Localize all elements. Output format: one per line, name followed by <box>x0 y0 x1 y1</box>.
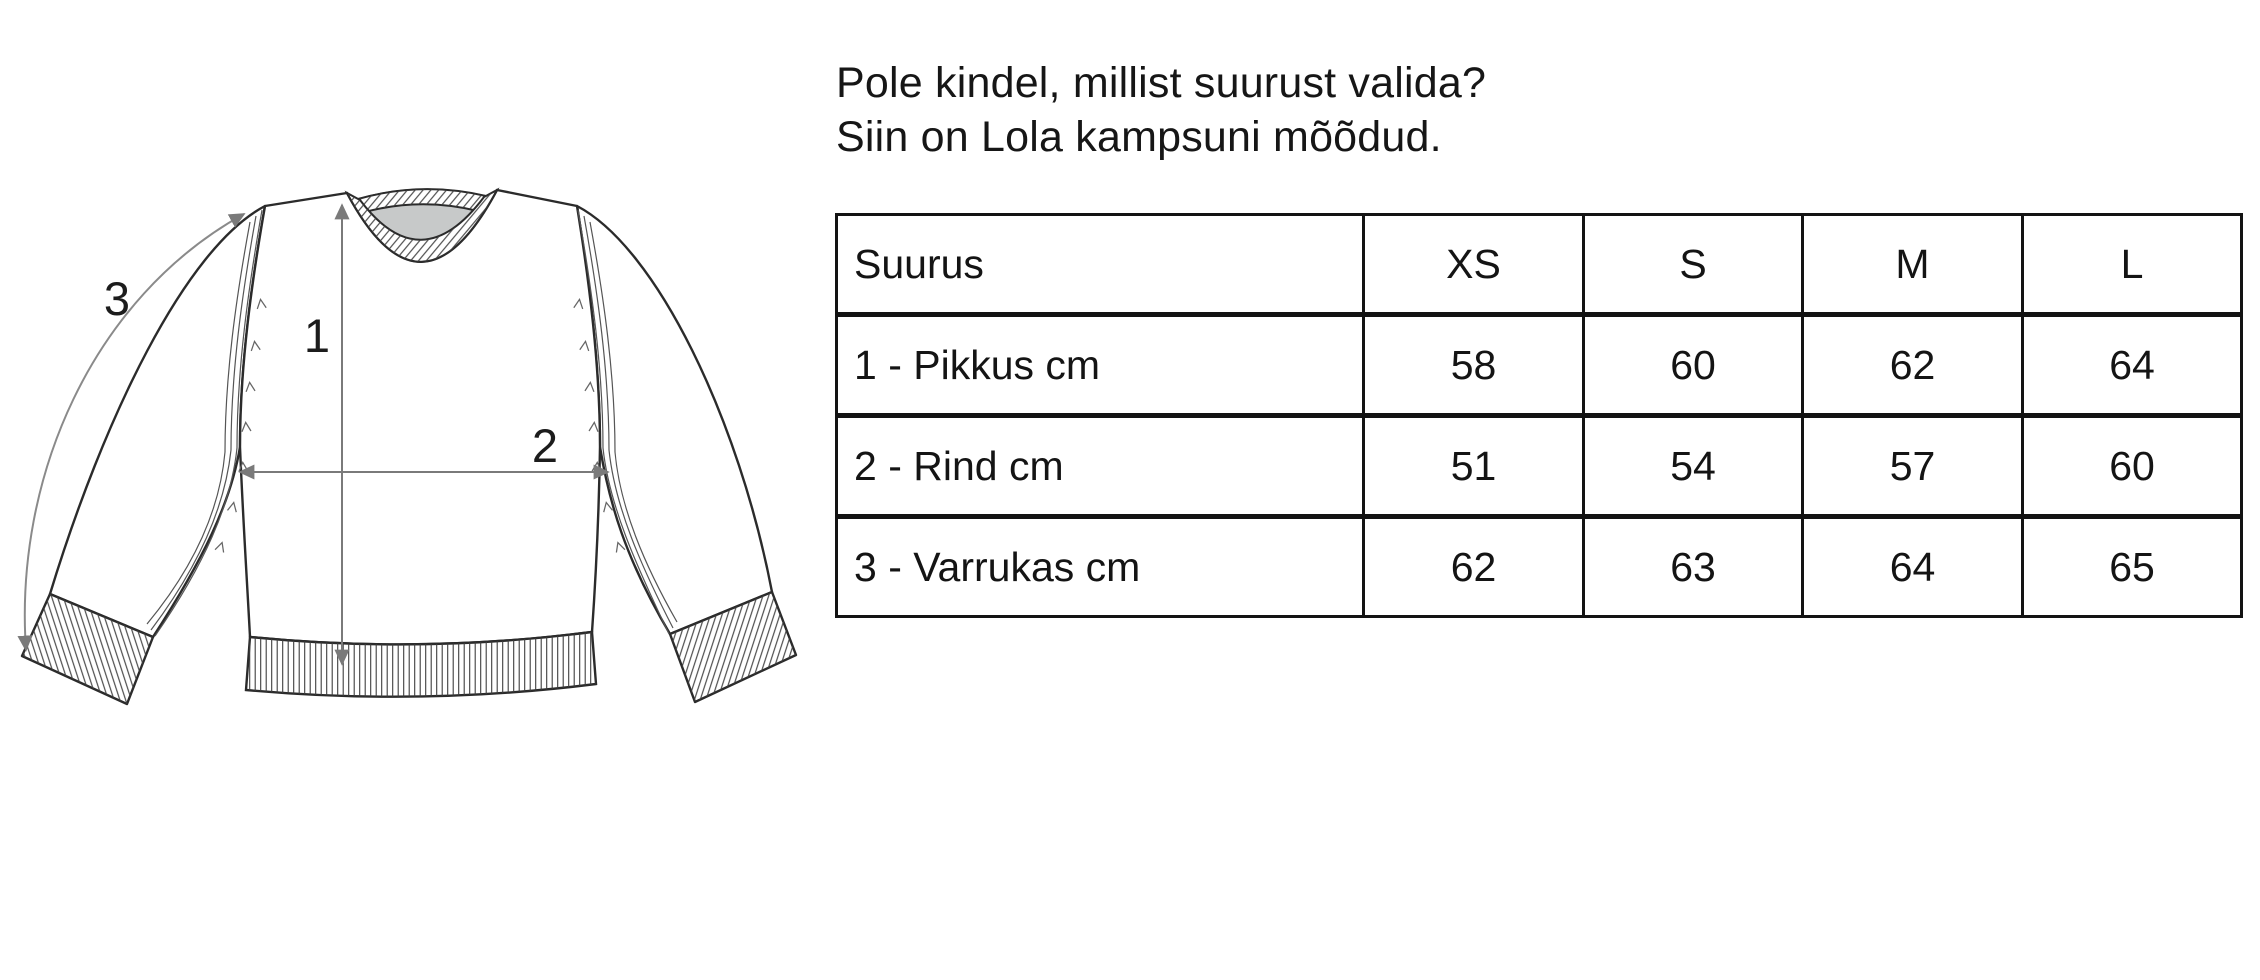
col-header-m: M <box>1803 215 2023 315</box>
table-row-varrukas <box>837 517 2242 617</box>
right-sleeve <box>577 206 772 634</box>
cell-value: 64 <box>2023 315 2242 416</box>
cell-value: 54 <box>1584 416 1803 517</box>
label-2: 2 <box>531 419 559 472</box>
size-guide-intro <box>836 56 1486 164</box>
sweater-diagram <box>0 0 810 740</box>
row-label: 1 - Pikkus cm <box>837 315 1364 416</box>
row-label: 3 - Varrukas cm <box>837 517 1364 617</box>
size-table <box>835 213 2243 618</box>
cell-value: 60 <box>2023 416 2242 517</box>
label-1: 1 <box>303 309 331 362</box>
cell-value: 57 <box>1803 416 2023 517</box>
intro-line-2: Siin on Lola kampsuni mõõdud. <box>836 113 1442 161</box>
col-header-s: S <box>1584 215 1803 315</box>
col-header-suurus: Suurus <box>837 215 1364 315</box>
cell-value: 62 <box>1364 517 1584 617</box>
left-sleeve <box>50 206 265 637</box>
col-header-xs: XS <box>1364 215 1584 315</box>
table-row-rind <box>837 416 2242 517</box>
col-header-l: L <box>2023 215 2242 315</box>
cell-value: 58 <box>1364 315 1584 416</box>
cell-value: 60 <box>1584 315 1803 416</box>
cell-value: 64 <box>1803 517 2023 617</box>
intro-line-1: Pole kindel, millist suurust valida? <box>836 59 1487 107</box>
cell-value: 62 <box>1803 315 2023 416</box>
table-row-pikkus <box>837 315 2242 416</box>
cell-value: 51 <box>1364 416 1584 517</box>
row-label: 2 - Rind cm <box>837 416 1364 517</box>
sweater-illustration <box>0 0 810 740</box>
cell-value: 63 <box>1584 517 1803 617</box>
label-3: 3 <box>103 272 131 325</box>
cell-value: 65 <box>2023 517 2242 617</box>
size-table-header-row <box>837 215 2242 315</box>
